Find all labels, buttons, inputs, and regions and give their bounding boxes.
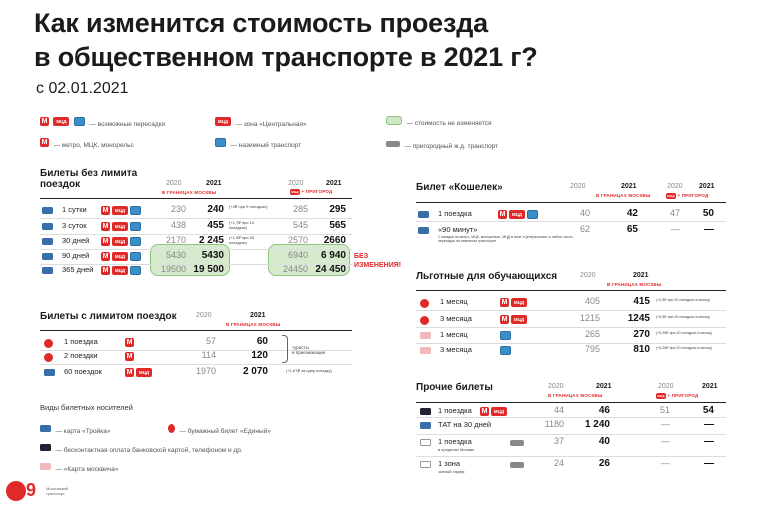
wallet-title: Билет «Кошелек» <box>416 182 503 193</box>
row-divider <box>416 327 726 328</box>
price-2020: 2170 <box>165 235 186 245</box>
divider <box>40 198 352 199</box>
troika-card-icon <box>418 211 429 218</box>
row-label: 3 месяца <box>440 345 472 354</box>
legend-unchanged: — стоимость не изменяется <box>386 112 492 130</box>
price-2021-suburb: — <box>704 224 714 235</box>
mcd-icon: МЦД <box>509 210 525 219</box>
year-2021: 2021 <box>206 180 222 187</box>
paper-ticket-icon <box>44 339 53 348</box>
carrier-student: — «Карта москвича» <box>40 458 118 476</box>
troika-card-icon <box>42 223 53 230</box>
brace <box>282 335 288 363</box>
year-2020: 2020 <box>658 383 674 390</box>
year-2021: 2021 <box>326 180 342 187</box>
suburb-label: МЦД + ПРИГОРОД <box>667 193 709 199</box>
row-label: ТАТ на 30 дней <box>438 420 492 429</box>
bus-icon <box>130 266 141 275</box>
row-label: 1 зона <box>438 459 461 468</box>
row-label: 60 поездок <box>64 367 102 376</box>
year-2021: 2021 <box>621 183 637 190</box>
mcd-icon: МЦД <box>491 407 507 416</box>
bus-icon <box>130 252 141 261</box>
price-2021: 40 <box>598 436 610 447</box>
divider <box>416 402 726 403</box>
mcd-icon: МЦД <box>112 252 128 261</box>
effective-date: с 02.01.2021 <box>36 80 129 97</box>
carrier-troika: — карта «Тройка» <box>40 420 110 438</box>
tourists-note: туристы и приезжающие <box>292 345 326 355</box>
row-label: «90 минут» <box>438 225 478 234</box>
price-2020: 57 <box>205 336 216 346</box>
year-2021: 2021 <box>596 383 612 390</box>
price-2020-suburb: 2570 <box>287 235 308 245</box>
troika-card-icon <box>42 267 53 274</box>
carrier-contactless: — бесконтактная оплата банковской картой, телефоном и др. <box>40 439 243 457</box>
suburb-label: МЦД + ПРИГОРОД <box>291 189 333 195</box>
metro-icon: М <box>501 316 508 323</box>
row-label: 1 поездка <box>438 437 472 446</box>
bus-icon <box>215 138 226 147</box>
mcd-icon: МЦД <box>511 298 527 307</box>
price-2021: 60 <box>256 336 268 347</box>
surcharge-note: (+1,67₽ за одну поездку) <box>286 368 332 373</box>
bus-icon <box>130 206 141 215</box>
mcd-icon: МЦД <box>215 117 231 126</box>
surcharge-note: (+2₽ при 5 поездках) <box>229 204 268 209</box>
row-label: 1 месяц <box>440 297 468 306</box>
bus-icon <box>130 222 141 231</box>
price-2020: 230 <box>170 204 186 214</box>
paper-ticket-icon <box>420 316 429 325</box>
row-label: 3 месяца <box>440 314 472 323</box>
row-label: 1 месяц <box>440 330 468 339</box>
moscow-bounds-label: В ГРАНИЦАХ МОСКВЫ <box>226 322 281 327</box>
bus-icon <box>130 237 141 246</box>
year-2020: 2020 <box>548 383 564 390</box>
paper-ticket-icon <box>44 353 53 362</box>
price-2021-suburb: 2660 <box>323 235 346 246</box>
paper-ticket-icon <box>168 424 175 433</box>
year-2020: 2020 <box>570 183 586 190</box>
row-label: 30 дней <box>62 236 90 245</box>
price-2020: 114 <box>201 350 216 360</box>
moscow-bounds-label: В ГРАНИЦАХ МОСКВЫ <box>607 282 662 287</box>
page-title: Как изменится стоимость проезда в общественном транспорте в 2021 г? <box>34 8 538 72</box>
suburb-label: МЦД + ПРИГОРОД <box>657 393 699 399</box>
troika-card-icon <box>418 227 429 234</box>
year-2020: 2020 <box>580 272 596 279</box>
price-2020: 19500 <box>160 264 186 274</box>
carriers-title: Виды билетных носителей <box>40 403 133 412</box>
price-2020-suburb: 545 <box>292 220 308 230</box>
surcharge-note: (+0,5₽ при 20 поездках в месяц) <box>656 315 710 319</box>
bus-icon <box>527 210 538 219</box>
price-2021-suburb: 50 <box>702 208 714 219</box>
metro-icon: М <box>102 253 109 260</box>
price-2021-suburb: 295 <box>329 204 346 215</box>
metro-icon: М <box>102 207 109 214</box>
price-2021: 19 500 <box>193 264 224 275</box>
students-title: Льготные для обучающихся <box>416 271 558 282</box>
price-2021: 46 <box>598 405 610 416</box>
metro-icon: М <box>126 369 133 376</box>
price-2020: 405 <box>584 296 600 306</box>
price-2020-suburb: 51 <box>659 405 670 415</box>
mcd-icon: МЦД <box>136 368 152 377</box>
unlimited-title: Билеты без лимита поездок <box>40 168 138 190</box>
train-icon <box>510 462 524 468</box>
bank-card-icon <box>40 444 51 451</box>
price-2021: 26 <box>598 458 610 469</box>
price-2021-suburb: — <box>704 419 714 430</box>
price-2021: 120 <box>251 350 268 361</box>
metro-icon: М <box>41 139 48 147</box>
metro-icon: М <box>102 267 109 274</box>
price-2021-suburb: 6 940 <box>320 250 346 261</box>
other-title: Прочие билеты <box>416 382 493 393</box>
row-label: 1 сутки <box>62 205 87 214</box>
price-2021: 455 <box>207 220 224 231</box>
price-2021-suburb: — <box>704 458 714 469</box>
moscow-card-icon <box>420 347 431 354</box>
metro-icon: М <box>501 299 508 306</box>
mcd-icon: МЦД <box>511 315 527 324</box>
mcd-icon: МЦД <box>53 117 69 126</box>
row-sublabel: в пределах Москвы <box>438 447 475 452</box>
metro-icon: М <box>481 408 488 415</box>
row-divider <box>40 364 352 365</box>
row-note: 1 поездка на метро, МЦК, монорельсе, МЦД в зоне «Центральная» и любое число пересадок на наземном транспорте <box>438 235 573 243</box>
year-2021: 2021 <box>250 312 266 319</box>
legend-suburban: — пригородный ж.д. транспорт <box>386 135 498 153</box>
price-2020: 40 <box>579 208 590 218</box>
surcharge-note: (+1,7₽ при 10 поездках) <box>229 220 255 230</box>
price-2021-suburb: 565 <box>329 220 346 231</box>
mcd-icon: МЦД <box>291 190 299 194</box>
mcd-icon: МЦД <box>657 394 665 398</box>
mcd-icon: МЦД <box>667 194 675 198</box>
price-2021: 2 245 <box>198 235 224 246</box>
price-2021: 1245 <box>627 313 650 324</box>
row-divider <box>40 218 352 219</box>
legend-metro: М — метро, МЦК, монорельс <box>41 139 134 149</box>
price-2020: 62 <box>579 224 590 234</box>
price-2020-suburb: — <box>661 419 670 429</box>
row-label: 1 поездка <box>64 337 98 346</box>
bus-icon <box>500 346 511 355</box>
moscow-bounds-label: В ГРАНИЦАХ МОСКВЫ <box>548 393 603 398</box>
price-2020: 265 <box>584 329 600 339</box>
price-2020: 438 <box>170 220 186 230</box>
price-2020-suburb: — <box>671 224 680 234</box>
row-sublabel: зонный тариф <box>438 469 465 474</box>
year-2020: 2020 <box>196 312 212 319</box>
row-label: 90 дней <box>62 251 90 260</box>
price-2021-suburb: — <box>704 436 714 447</box>
row-label: 3 суток <box>62 221 87 230</box>
price-2021-suburb: 24 450 <box>315 264 346 275</box>
price-2020: 44 <box>553 405 564 415</box>
row-divider <box>416 221 726 222</box>
bank-card-icon <box>420 408 431 415</box>
logo-text: Московский транспорт <box>46 486 68 496</box>
troika-card-icon <box>420 422 431 429</box>
surcharge-note: (+0,25₽ при 20 поездках в месяц) <box>656 346 712 350</box>
price-2020: 795 <box>584 344 600 354</box>
price-2020: 37 <box>553 436 564 446</box>
price-2020: 1970 <box>195 366 216 376</box>
row-divider <box>416 434 726 435</box>
price-2020-suburb: 47 <box>669 208 680 218</box>
no-change-label: БЕЗ ИЗМЕНЕНИЯ! <box>354 253 402 269</box>
year-2021: 2021 <box>699 183 715 190</box>
price-2020-suburb: 24450 <box>282 264 308 274</box>
troika-card-icon <box>42 207 53 214</box>
year-2021: 2021 <box>633 272 649 279</box>
train-icon <box>510 440 524 446</box>
price-2021: 270 <box>633 329 650 340</box>
price-2020: 1180 <box>544 419 564 429</box>
legend-transfers: М МЦД — возможные пересадки <box>41 118 166 128</box>
price-2021: 1 240 <box>584 419 610 430</box>
year-2020: 2020 <box>166 180 182 187</box>
price-2021: 415 <box>633 296 650 307</box>
year-2021: 2021 <box>702 383 718 390</box>
divider <box>40 330 352 331</box>
divider <box>416 202 726 203</box>
divider <box>416 290 726 291</box>
metro-icon: М <box>126 339 133 346</box>
mcd-icon: МЦД <box>112 206 128 215</box>
price-2020-suburb: 285 <box>292 204 308 214</box>
price-2021: 42 <box>626 208 638 219</box>
moscow-card-icon <box>420 332 431 339</box>
price-2021: 240 <box>207 204 224 215</box>
row-divider <box>416 417 726 418</box>
moscow-bounds-label: В ГРАНИЦАХ МОСКВЫ <box>596 193 651 198</box>
price-2021: 810 <box>633 344 650 355</box>
metro-icon: М <box>102 238 109 245</box>
price-2020-suburb: — <box>661 458 670 468</box>
price-2020: 24 <box>553 458 564 468</box>
price-2021: 2 070 <box>242 366 268 377</box>
legend-ground: — наземный транспорт <box>215 134 301 152</box>
price-2021-suburb: 54 <box>702 405 714 416</box>
row-divider <box>416 456 726 457</box>
mcd-icon: МЦД <box>112 222 128 231</box>
metro-icon: М <box>499 211 506 218</box>
row-label: 1 поездка <box>438 209 472 218</box>
mcd-icon: МЦД <box>112 237 128 246</box>
moscow-card-icon <box>40 463 51 470</box>
row-label: 365 дней <box>62 265 94 274</box>
limited-title: Билеты с лимитом поездок <box>40 311 177 322</box>
surcharge-note: (+0,5₽ при 20 поездках в месяц) <box>656 298 710 302</box>
green-box-icon <box>386 116 402 125</box>
troika-card-icon <box>42 253 53 260</box>
troika-card-icon <box>42 238 53 245</box>
bus-icon <box>74 117 85 126</box>
row-label: 2 поездки <box>64 351 98 360</box>
year-2020: 2020 <box>667 183 683 190</box>
legend-central-zone: МЦД — зона «Центральная» <box>215 113 307 131</box>
paper-ticket-icon <box>420 439 431 446</box>
moscow-bounds-label: В ГРАНИЦАХ МОСКВЫ <box>162 190 217 195</box>
price-2020: 1215 <box>579 313 600 323</box>
carrier-paper: — бумажный билет «Единый» <box>168 420 271 438</box>
row-label: 1 поездка <box>438 406 472 415</box>
metro-icon: М <box>102 223 109 230</box>
price-2021: 65 <box>626 224 638 235</box>
surcharge-note: (+1,5₽ при 55 поездках) <box>229 235 255 245</box>
troika-card-icon <box>40 425 51 432</box>
bus-icon <box>500 331 511 340</box>
paper-ticket-icon <box>420 461 431 468</box>
train-icon <box>386 141 400 147</box>
paper-ticket-icon <box>420 299 429 308</box>
price-2020-suburb: — <box>661 436 670 446</box>
metro-icon: М <box>126 353 133 360</box>
surcharge-note: (+0,25₽ при 20 поездках в месяц) <box>656 331 712 335</box>
mcd-icon: МЦД <box>112 266 128 275</box>
price-2021: 5430 <box>201 250 224 261</box>
troika-card-icon <box>44 369 55 376</box>
price-2020-suburb: 6940 <box>287 250 308 260</box>
price-2020: 5430 <box>165 250 186 260</box>
row-divider <box>416 310 726 311</box>
logo-mark: 9 <box>26 480 37 500</box>
year-2020: 2020 <box>288 180 304 187</box>
metro-icon: М <box>41 118 48 126</box>
logo-icon <box>6 481 26 501</box>
